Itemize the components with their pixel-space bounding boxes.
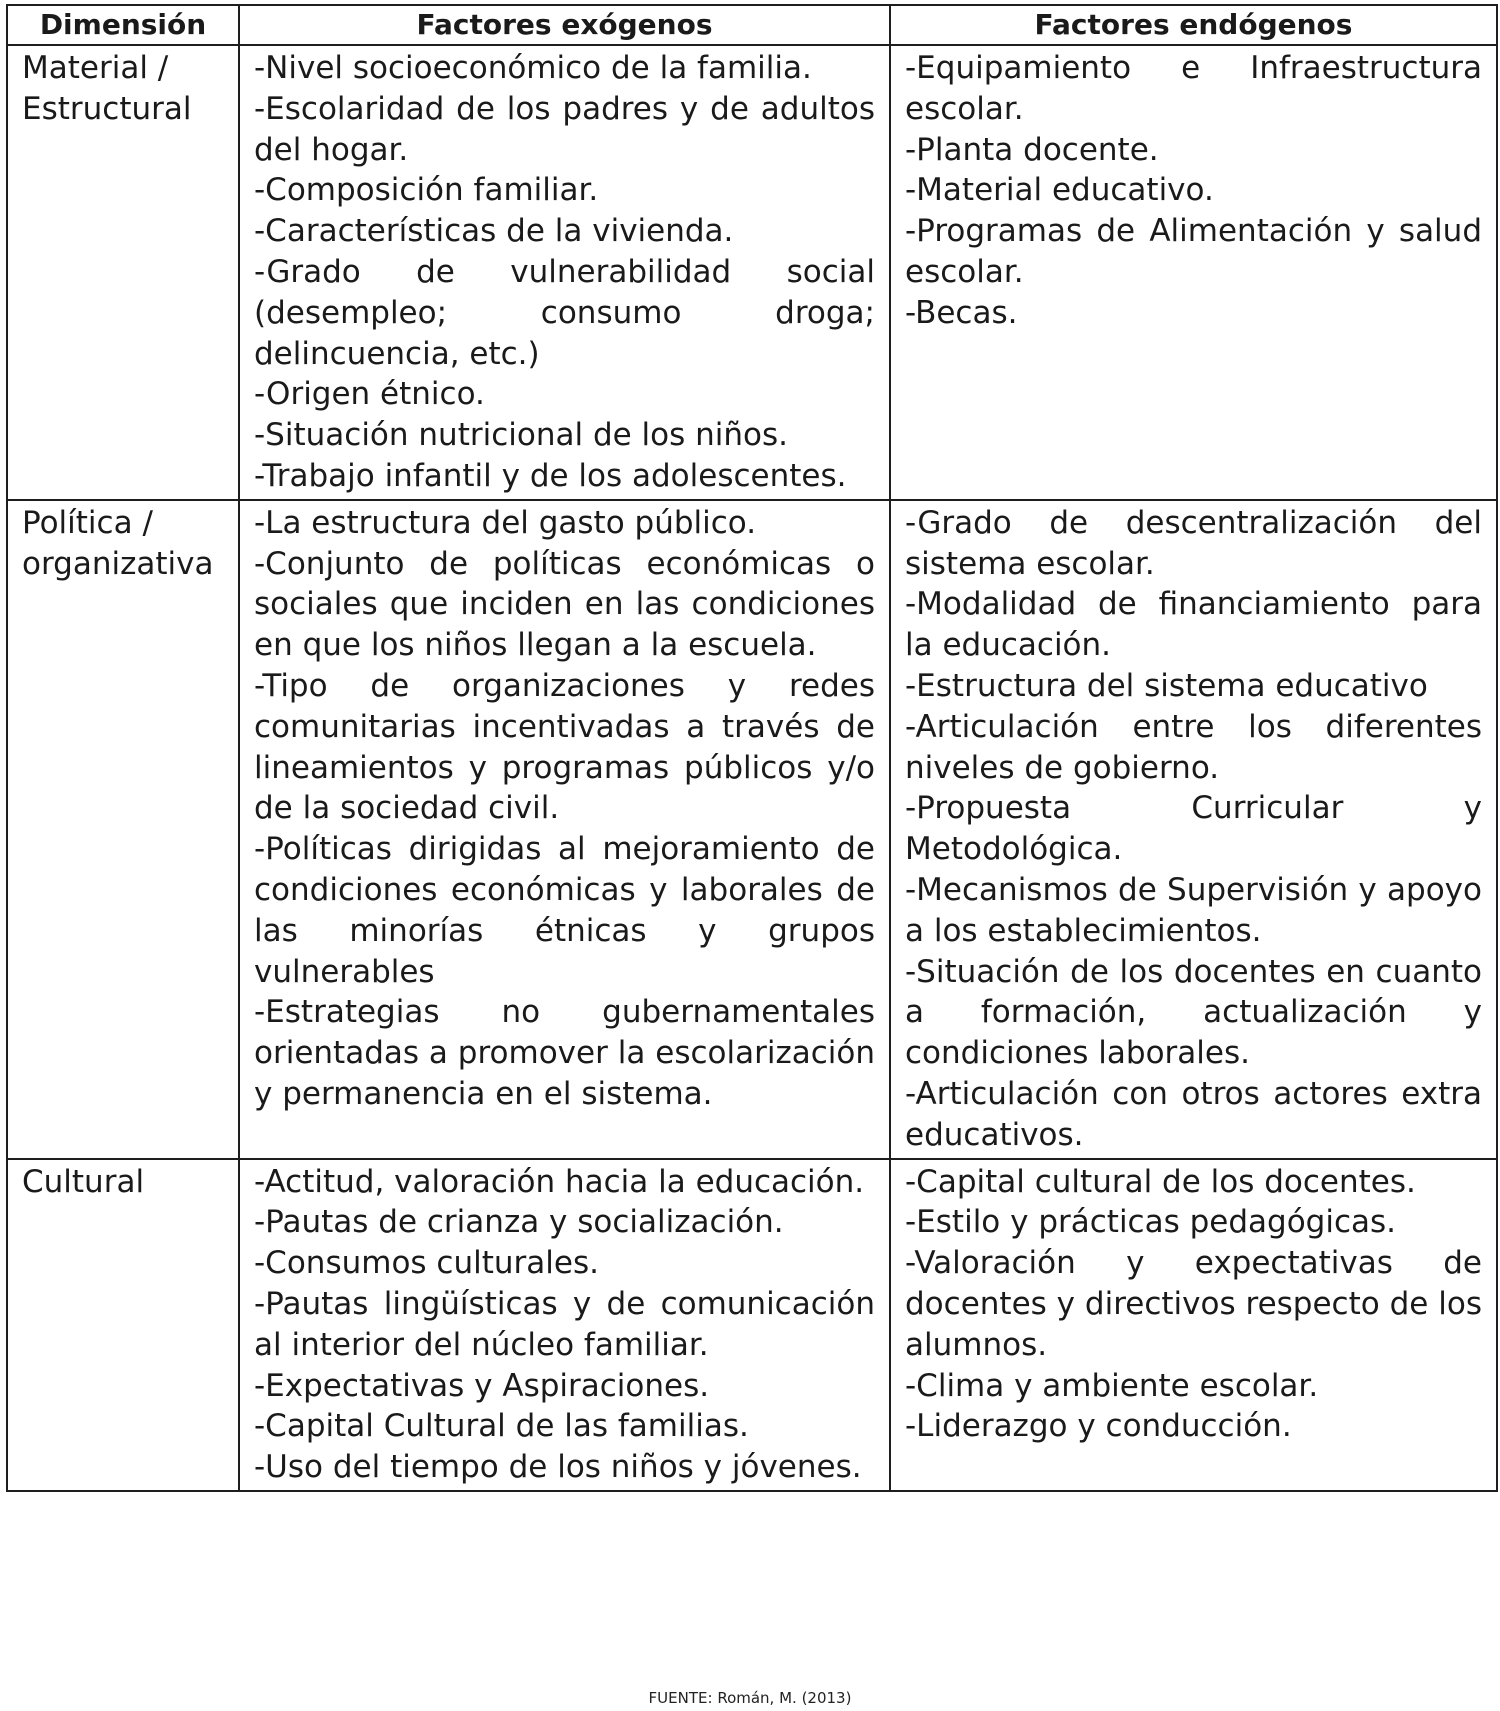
table-body <box>7 45 1497 1491</box>
exogenous-factor-item: -Pautas de crianza y socialización. <box>254 1204 784 1241</box>
exogenous-factor-item: -Políticas dirigidas al mejoramiento de condiciones económicas y laborales de las minorías étnicas y grupos vulnerables <box>254 831 875 990</box>
exogenous-factor-item: -Situación nutricional de los niños. <box>254 417 789 454</box>
exogenous-factor-item: -Trabajo infantil y de los adolescentes. <box>254 457 847 494</box>
header-dimension: Dimensión <box>7 5 239 45</box>
exogenous-factors-cell <box>239 1159 890 1491</box>
exogenous-factor-item: -La estructura del gasto público. <box>254 504 757 541</box>
header-endogenous: Factores endógenos <box>890 5 1497 45</box>
endogenous-factor-item: -Capital cultural de los docentes. <box>905 1163 1416 1200</box>
endogenous-factors-cell <box>890 45 1497 500</box>
exogenous-factors-cell <box>239 500 890 1159</box>
endogenous-factor-item: -Clima y ambiente escolar. <box>905 1367 1319 1404</box>
endogenous-factor-item: -Mecanismos de Supervisión y apoyo a los establecimientos. <box>905 871 1482 949</box>
endogenous-factor-item: -Articulación entre los diferentes niveles de gobierno. <box>905 708 1482 786</box>
endogenous-factors-cell <box>890 500 1497 1159</box>
header-exogenous: Factores exógenos <box>239 5 890 45</box>
dimension-cell: Cultural <box>7 1159 239 1491</box>
exogenous-factor-item: -Tipo de organizaciones y redes comunitarias incentivadas a través de lineamientos y programas públicos y/o de la sociedad civil. <box>254 667 875 827</box>
endogenous-factor-item: -Liderazgo y conducción. <box>905 1408 1292 1445</box>
endogenous-factor-item: -Estilo y prácticas pedagógicas. <box>905 1204 1397 1241</box>
endogenous-factor-item: -Articulación con otros actores extra educativos. <box>905 1075 1482 1153</box>
table-row-politica-organizativa <box>7 500 1497 1159</box>
endogenous-factor-item: -Grado de descentralización del sistema escolar. <box>905 504 1482 582</box>
endogenous-factor-item: -Planta docente. <box>905 131 1159 168</box>
exogenous-factor-item: -Conjunto de políticas económicas o sociales que inciden en las condiciones en que los niños llegan a la escuela. <box>254 545 875 664</box>
exogenous-factor-item: -Características de la vivienda. <box>254 213 734 250</box>
exogenous-factor-item: -Escolaridad de los padres y de adultos del hogar. <box>254 90 875 168</box>
factors-table <box>6 4 1498 1492</box>
source-caption: FUENTE: Román, M. (2013) <box>648 1689 852 1707</box>
exogenous-factor-item: -Actitud, valoración hacia la educación. <box>254 1163 865 1200</box>
endogenous-factor-item: -Valoración y expectativas de docentes y directivos respecto de los alumnos. <box>905 1245 1482 1363</box>
exogenous-factor-item: -Origen étnico. <box>254 376 485 413</box>
endogenous-factor-item: -Material educativo. <box>905 172 1214 209</box>
table-row-material-estructural <box>7 45 1497 500</box>
dimension-cell: Material / Estructural <box>7 45 239 500</box>
exogenous-factors-cell <box>239 45 890 500</box>
endogenous-factor-item: -Situación de los docentes en cuanto a formación, actualización y condiciones laborales. <box>905 953 1482 1072</box>
exogenous-factor-item: -Expectativas y Aspiraciones. <box>254 1367 710 1404</box>
endogenous-factor-item: -Modalidad de financiamiento para la educación. <box>905 586 1482 664</box>
dimension-cell: Política / organizativa <box>7 500 239 1159</box>
exogenous-factor-item: -Capital Cultural de las familias. <box>254 1408 749 1445</box>
exogenous-factor-item: -Pautas lingüísticas y de comunicación al interior del núcleo familiar. <box>254 1285 875 1363</box>
exogenous-factor-item: -Nivel socioeconómico de la familia. <box>254 50 812 86</box>
table-header-row <box>7 5 1497 45</box>
exogenous-factor-item: -Grado de vulnerabilidad social (desempleo; consumo droga; delincuencia, etc.) <box>254 253 875 372</box>
endogenous-factor-item: -Propuesta Curricular y Metodológica. <box>905 790 1482 868</box>
endogenous-factor-item: -Becas. <box>905 294 1018 331</box>
endogenous-factor-item: -Programas de Alimentación y salud escolar. <box>905 213 1482 290</box>
endogenous-factors-cell <box>890 1159 1497 1491</box>
endogenous-factor-item: -Equipamiento e Infraestructura escolar. <box>905 50 1482 127</box>
exogenous-factor-item: -Composición familiar. <box>254 172 599 209</box>
exogenous-factor-item: -Estrategias no gubernamentales orientadas a promover la escolarización y permanencia en el sistema. <box>254 994 875 1112</box>
table-row-cultural <box>7 1159 1497 1491</box>
endogenous-factor-item: -Estructura del sistema educativo <box>905 667 1428 704</box>
exogenous-factor-item: -Uso del tiempo de los niños y jóvenes. <box>254 1449 862 1486</box>
exogenous-factor-item: -Consumos culturales. <box>254 1245 599 1282</box>
